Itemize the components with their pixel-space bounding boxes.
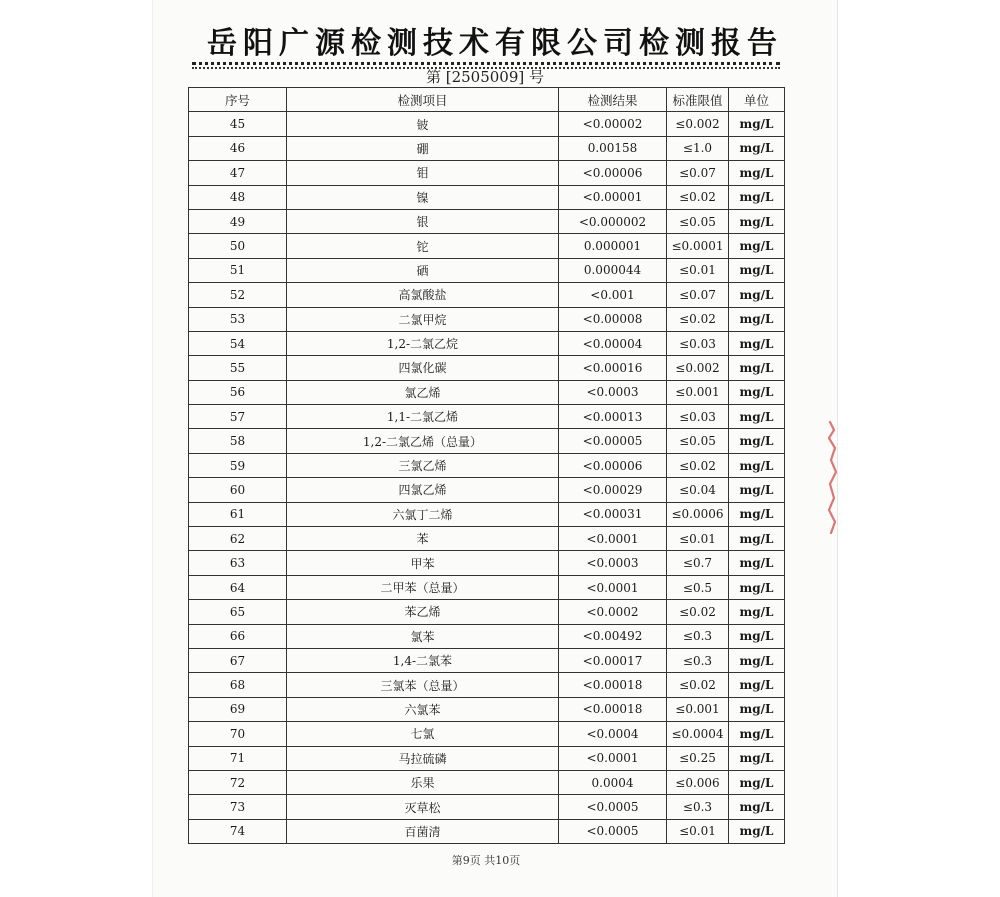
red-stamp-edge	[826, 420, 838, 535]
cell-test-item: 铍	[287, 112, 559, 136]
cell-unit: mg/L	[729, 112, 785, 136]
cell-limit: ≤0.5	[667, 575, 729, 599]
cell-unit: mg/L	[729, 478, 785, 502]
cell-unit: mg/L	[729, 380, 785, 404]
table-row	[189, 307, 785, 331]
cell-serial: 70	[189, 722, 287, 746]
table-row	[189, 258, 785, 282]
cell-result: 0.00158	[559, 136, 667, 160]
table-row	[189, 673, 785, 697]
cell-test-item: 镍	[287, 185, 559, 209]
table-row	[189, 112, 785, 136]
table-row	[189, 356, 785, 380]
cell-test-item: 高氯酸盐	[287, 283, 559, 307]
cell-limit: ≤0.05	[667, 209, 729, 233]
cell-serial: 58	[189, 429, 287, 453]
cell-test-item: 铊	[287, 234, 559, 258]
cell-limit: ≤0.0004	[667, 722, 729, 746]
cell-limit: ≤0.25	[667, 746, 729, 770]
cell-test-item: 苯	[287, 527, 559, 551]
table-row	[189, 478, 785, 502]
cell-serial: 61	[189, 502, 287, 526]
table-row	[189, 405, 785, 429]
table-row	[189, 575, 785, 599]
cell-test-item: 甲苯	[287, 551, 559, 575]
cell-test-item: 马拉硫磷	[287, 746, 559, 770]
cell-limit: ≤0.3	[667, 624, 729, 648]
report-title: 岳阳广源检测技术有限公司检测报告	[207, 26, 783, 61]
cell-limit: ≤0.01	[667, 819, 729, 843]
cell-serial: 69	[189, 697, 287, 721]
table-row	[189, 453, 785, 477]
cell-unit: mg/L	[729, 819, 785, 843]
cell-result: 0.000001	[559, 234, 667, 258]
results-table-body	[189, 112, 785, 844]
report-number: 第 [2505009] 号	[425, 68, 545, 86]
cell-result: <0.00006	[559, 161, 667, 185]
cell-limit: ≤0.03	[667, 331, 729, 355]
cell-result: <0.00018	[559, 697, 667, 721]
cell-test-item: 硼	[287, 136, 559, 160]
cell-test-item: 二氯甲烷	[287, 307, 559, 331]
cell-serial: 63	[189, 551, 287, 575]
cell-limit: ≤0.02	[667, 673, 729, 697]
table-row	[189, 527, 785, 551]
table-row	[189, 502, 785, 526]
cell-unit: mg/L	[729, 356, 785, 380]
cell-unit: mg/L	[729, 795, 785, 819]
cell-test-item: 四氯化碳	[287, 356, 559, 380]
cell-serial: 65	[189, 600, 287, 624]
cell-result: <0.001	[559, 283, 667, 307]
cell-test-item: 六氯苯	[287, 697, 559, 721]
cell-test-item: 灭草松	[287, 795, 559, 819]
cell-unit: mg/L	[729, 673, 785, 697]
cell-result: <0.00008	[559, 307, 667, 331]
cell-serial: 59	[189, 453, 287, 477]
cell-result: <0.0005	[559, 819, 667, 843]
cell-serial: 53	[189, 307, 287, 331]
cell-test-item: 苯乙烯	[287, 600, 559, 624]
table-row	[189, 648, 785, 672]
cell-limit: ≤0.04	[667, 478, 729, 502]
cell-limit: ≤0.0001	[667, 234, 729, 258]
table-row	[189, 551, 785, 575]
cell-result: <0.00016	[559, 356, 667, 380]
cell-serial: 52	[189, 283, 287, 307]
cell-result: <0.0003	[559, 551, 667, 575]
cell-unit: mg/L	[729, 575, 785, 599]
table-row	[189, 722, 785, 746]
cell-limit: ≤0.7	[667, 551, 729, 575]
cell-test-item: 硒	[287, 258, 559, 282]
cell-limit: ≤0.002	[667, 112, 729, 136]
cell-unit: mg/L	[729, 405, 785, 429]
cell-serial: 57	[189, 405, 287, 429]
cell-result: <0.0005	[559, 795, 667, 819]
table-row	[189, 331, 785, 355]
cell-test-item: 1,1-二氯乙烯	[287, 405, 559, 429]
cell-limit: ≤0.01	[667, 527, 729, 551]
cell-serial: 54	[189, 331, 287, 355]
cell-unit: mg/L	[729, 746, 785, 770]
cell-test-item: 1,2-二氯乙烯（总量）	[287, 429, 559, 453]
cell-result: <0.00006	[559, 453, 667, 477]
cell-limit: ≤0.03	[667, 405, 729, 429]
cell-unit: mg/L	[729, 551, 785, 575]
cell-limit: ≤0.02	[667, 185, 729, 209]
cell-result: 0.000044	[559, 258, 667, 282]
cell-unit: mg/L	[729, 429, 785, 453]
cell-unit: mg/L	[729, 770, 785, 794]
cell-serial: 55	[189, 356, 287, 380]
cell-limit: ≤0.02	[667, 600, 729, 624]
cell-test-item: 氯苯	[287, 624, 559, 648]
cell-test-item: 1,2-二氯乙烷	[287, 331, 559, 355]
cell-limit: ≤0.02	[667, 453, 729, 477]
cell-serial: 51	[189, 258, 287, 282]
header-serial: 序号	[189, 88, 287, 112]
cell-limit: ≤0.001	[667, 697, 729, 721]
cell-test-item: 七氯	[287, 722, 559, 746]
table-row	[189, 283, 785, 307]
table-row	[189, 380, 785, 404]
cell-test-item: 六氯丁二烯	[287, 502, 559, 526]
cell-unit: mg/L	[729, 161, 785, 185]
cell-test-item: 三氯乙烯	[287, 453, 559, 477]
cell-limit: ≤0.07	[667, 283, 729, 307]
cell-test-item: 银	[287, 209, 559, 233]
cell-limit: ≤0.05	[667, 429, 729, 453]
table-row	[189, 209, 785, 233]
cell-result: <0.000002	[559, 209, 667, 233]
cell-serial: 72	[189, 770, 287, 794]
cell-result: <0.00031	[559, 502, 667, 526]
cell-result: <0.00002	[559, 112, 667, 136]
cell-serial: 67	[189, 648, 287, 672]
cell-unit: mg/L	[729, 624, 785, 648]
header-test-item: 检测项目	[287, 88, 559, 112]
cell-unit: mg/L	[729, 648, 785, 672]
cell-test-item: 百菌清	[287, 819, 559, 843]
cell-limit: ≤0.02	[667, 307, 729, 331]
cell-test-item: 1,4-二氯苯	[287, 648, 559, 672]
header-unit: 单位	[729, 88, 785, 112]
cell-serial: 47	[189, 161, 287, 185]
cell-serial: 50	[189, 234, 287, 258]
cell-unit: mg/L	[729, 453, 785, 477]
cell-unit: mg/L	[729, 600, 785, 624]
cell-test-item: 乐果	[287, 770, 559, 794]
table-row	[189, 234, 785, 258]
header-result: 检测结果	[559, 88, 667, 112]
page-number: 第9页 共10页	[451, 854, 521, 867]
cell-limit: ≤1.0	[667, 136, 729, 160]
cell-limit: ≤0.006	[667, 770, 729, 794]
header-limit: 标准限值	[667, 88, 729, 112]
cell-result: <0.00013	[559, 405, 667, 429]
cell-limit: ≤0.0006	[667, 502, 729, 526]
cell-unit: mg/L	[729, 185, 785, 209]
cell-serial: 56	[189, 380, 287, 404]
cell-result: <0.00017	[559, 648, 667, 672]
cell-serial: 62	[189, 527, 287, 551]
cell-result: <0.0001	[559, 527, 667, 551]
cell-serial: 71	[189, 746, 287, 770]
cell-unit: mg/L	[729, 307, 785, 331]
cell-serial: 74	[189, 819, 287, 843]
cell-test-item: 三氯苯（总量）	[287, 673, 559, 697]
cell-serial: 73	[189, 795, 287, 819]
table-row	[189, 185, 785, 209]
table-row	[189, 136, 785, 160]
cell-serial: 49	[189, 209, 287, 233]
cell-result: <0.00029	[559, 478, 667, 502]
cell-result: <0.0001	[559, 575, 667, 599]
cell-limit: ≤0.3	[667, 648, 729, 672]
cell-test-item: 二甲苯（总量）	[287, 575, 559, 599]
table-row	[189, 795, 785, 819]
cell-test-item: 四氯乙烯	[287, 478, 559, 502]
cell-limit: ≤0.002	[667, 356, 729, 380]
cell-limit: ≤0.01	[667, 258, 729, 282]
table-row	[189, 697, 785, 721]
title-divider	[192, 62, 780, 65]
cell-unit: mg/L	[729, 136, 785, 160]
cell-limit: ≤0.07	[667, 161, 729, 185]
table-row	[189, 624, 785, 648]
cell-result: <0.00005	[559, 429, 667, 453]
cell-serial: 45	[189, 112, 287, 136]
table-row	[189, 819, 785, 843]
cell-limit: ≤0.3	[667, 795, 729, 819]
cell-unit: mg/L	[729, 697, 785, 721]
cell-serial: 60	[189, 478, 287, 502]
cell-unit: mg/L	[729, 234, 785, 258]
cell-unit: mg/L	[729, 283, 785, 307]
cell-serial: 46	[189, 136, 287, 160]
table-row	[189, 161, 785, 185]
cell-unit: mg/L	[729, 258, 785, 282]
table-header-row	[189, 88, 785, 112]
cell-result: <0.0001	[559, 746, 667, 770]
cell-result: <0.00004	[559, 331, 667, 355]
cell-result: <0.00018	[559, 673, 667, 697]
table-row	[189, 600, 785, 624]
cell-result: <0.0002	[559, 600, 667, 624]
cell-unit: mg/L	[729, 331, 785, 355]
table-row	[189, 770, 785, 794]
results-table	[188, 87, 785, 844]
cell-unit: mg/L	[729, 722, 785, 746]
cell-unit: mg/L	[729, 502, 785, 526]
cell-serial: 66	[189, 624, 287, 648]
cell-serial: 64	[189, 575, 287, 599]
cell-serial: 68	[189, 673, 287, 697]
cell-result: <0.0003	[559, 380, 667, 404]
cell-unit: mg/L	[729, 527, 785, 551]
table-row	[189, 429, 785, 453]
table-row	[189, 746, 785, 770]
cell-result: <0.00492	[559, 624, 667, 648]
cell-result: <0.00001	[559, 185, 667, 209]
cell-unit: mg/L	[729, 209, 785, 233]
cell-result: 0.0004	[559, 770, 667, 794]
cell-test-item: 钼	[287, 161, 559, 185]
cell-serial: 48	[189, 185, 287, 209]
cell-result: <0.0004	[559, 722, 667, 746]
cell-limit: ≤0.001	[667, 380, 729, 404]
cell-test-item: 氯乙烯	[287, 380, 559, 404]
